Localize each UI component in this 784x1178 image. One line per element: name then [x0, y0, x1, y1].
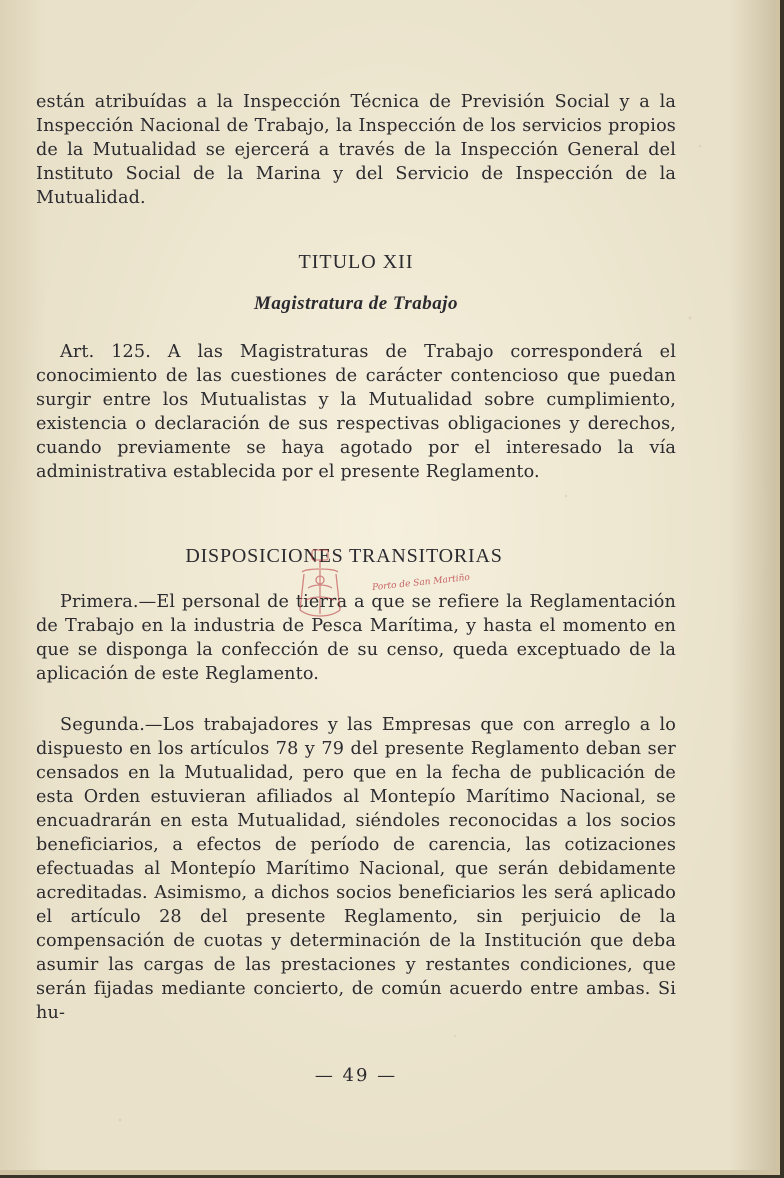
transitional-provisions-heading: DISPOSICIONES TRANSITORIAS [185, 545, 503, 567]
intro-paragraph: están atribuídas a la Inspección Técnica de Previsión Social y a la Inspección Nacional de Trabajo, la Inspección de los servicios propios de la Mutualidad se ejercerá a través de la Inspección General del Instituto Social de la Marina y del Servicio de Inspección de la Mutualidad. [36, 92, 676, 208]
section-subtitle: Magistratura de Trabajo [254, 293, 458, 314]
article-125-paragraph: Art. 125. A las Magistraturas de Trabajo corresponderá el conocimiento de las cuestiones de carácter contencioso que puedan surgir entre los Mutualistas y la Mutualidad sobre cumplimiento, existencia o declaración de sus respectivas obligaciones y derechos, cuando previamente se haya agotado por el interesado la vía administrativa establecida por el presente Reglamento. [36, 342, 676, 482]
stamp-text: Porto de San Martiño [371, 572, 471, 594]
page-number: — 49 — [314, 1065, 398, 1086]
segunda-paragraph: Segunda.—Los trabajadores y las Empresas que con arreglo a lo dispuesto en los artículos 78 y 79 del presente Reglamento deban ser censados en la Mutualidad, pero que en la fecha de publicación de esta Orden estuvieran afiliados al Montepío Marítimo Nacional, se encuadrarán en esta Mutualidad, siéndoles reconocidas a los socios beneficiarios, a efectos de período de carencia, las cotizaciones efectuadas al Montepío Marítimo Nacional, que serán debidamente acreditadas. Asimismo, a dichos socios beneficiarios les será aplicado el artículo 28 del presente Reglamento, sin perjuicio de la compensación de cuotas y determinación de la Institución que deba asumir las cargas de las prestaciones y restantes condiciones, que serán fijadas mediante concierto, de común acuerdo entre ambas. Si hu- [36, 715, 676, 1023]
section-title: TITULO XII [298, 251, 414, 273]
primera-paragraph: Primera.—El personal de tierra a que se refiere la Reglamentación de Trabajo en la industria de Pesca Marítima, y hasta el momento en que se disponga la confección de su censo, queda exceptuado de la aplicación de este Reglamento. [36, 592, 676, 684]
